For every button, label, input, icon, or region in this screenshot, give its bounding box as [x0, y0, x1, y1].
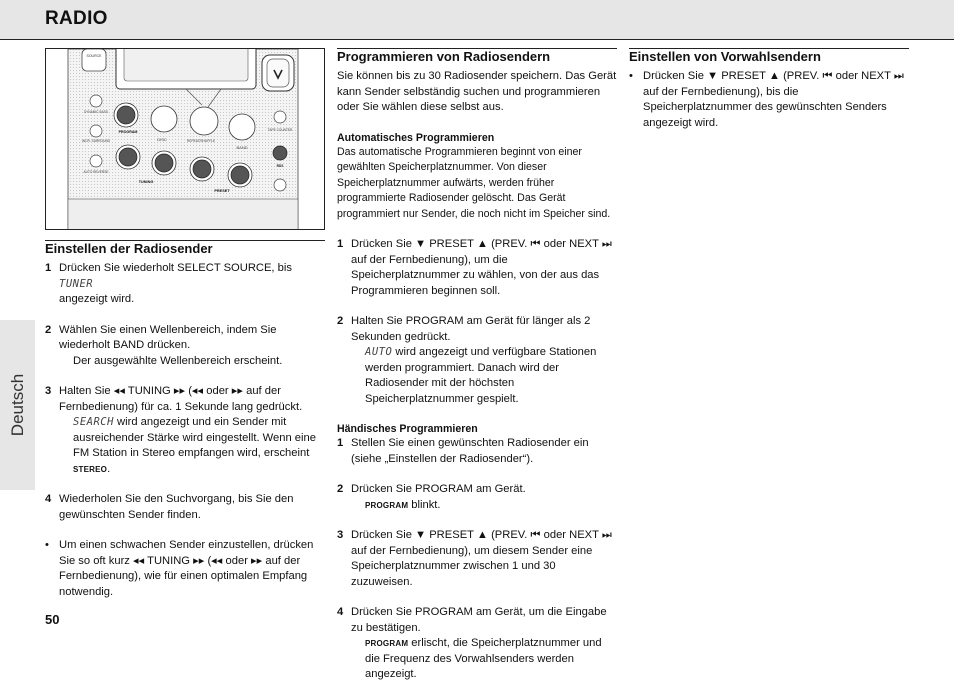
program-label: PROGRAM	[118, 130, 138, 134]
step-text: Halten Sie ◂◂ TUNING ▸▸ (◂◂ oder ▸▸ auf der Fernbedienung) für ca. 1 Sekunde lang gedrückt.	[59, 385, 303, 413]
lcd-text-search: SEARCH	[73, 416, 114, 428]
step-number: 2	[45, 323, 52, 336]
step-2	[45, 323, 325, 370]
device-illustration	[45, 48, 325, 230]
step-note: erlischt, die Speicherplatznummer und die Frequenz des Vorwahlsenders werden angezeigt.	[365, 637, 602, 680]
bullet-marker: •	[629, 70, 633, 82]
step-1	[45, 261, 325, 308]
bullet-text: Drücken Sie ▼ PRESET ▲ (PREV. ⏮ oder NEXT ⏭ auf der Fernbedienung), bis die Speicherplatznummer des gewünschten Senders angezeigt wird.	[643, 70, 904, 129]
page-title: RADIO	[45, 8, 108, 29]
manual-step-1	[337, 436, 617, 467]
section-title-tuning: Einstellen der Radiosender	[45, 241, 213, 256]
step-text: Stellen Sie einen gewünschten Radiosender ein (siehe „Einstellen der Radiosender“).	[351, 437, 589, 465]
source-label: SOURCE	[86, 54, 102, 58]
intro-text: Sie können bis zu 30 Radiosender speichern. Das Gerät kann Sender selbständig suchen und programmieren oder Sie wählen diese selbst aus.	[337, 70, 617, 113]
step-number: 4	[45, 493, 52, 505]
auto-step-1	[337, 237, 617, 299]
subsection-title-auto: Automatisches Programmieren	[337, 131, 495, 144]
step-number: 2	[337, 483, 344, 495]
step-text: Halten Sie PROGRAM am Gerät für länger als 2 Sekunden gedrückt.	[351, 315, 591, 343]
step-4	[45, 492, 325, 523]
language-tab	[0, 320, 35, 490]
subsection-title-manual: Händisches Programmieren	[337, 423, 478, 435]
step-number: 2	[337, 315, 344, 327]
disc-label: DISC	[157, 137, 167, 142]
auto-step-2	[337, 314, 617, 407]
source-button-drawing	[82, 49, 106, 71]
page-header	[0, 0, 954, 40]
column-presets	[629, 48, 909, 131]
preset-label: PRESET	[214, 189, 230, 193]
rds-label: RDS	[276, 164, 284, 168]
section-title-programming: Programmieren von Radiosendern	[337, 49, 551, 64]
step-number: 1	[337, 437, 344, 449]
manual-step-4	[337, 605, 617, 683]
manual-step-2	[337, 482, 617, 513]
step-text: angezeigt wird.	[59, 293, 135, 305]
step-note: blinkt.	[408, 498, 441, 511]
step-note: Der ausgewählte Wellenbereich erscheint.	[73, 354, 283, 367]
step-text: Drücken Sie ▼ PRESET ▲ (PREV. ⏮ oder NEXT ⏭ auf der Fernbedienung), um diesem Sender eine Speicherplatznummer zwischen 1 und 30 zuzuweisen.	[351, 529, 612, 588]
program-button-drawing	[117, 106, 135, 124]
tuning-label: TUNING	[138, 180, 154, 184]
step-text: Drücken Sie PROGRAM am Gerät.	[351, 483, 526, 495]
dbb-label: DYNAMIC BASS	[83, 110, 109, 114]
lcd-text-tuner: TUNER	[59, 277, 94, 290]
language-tab-label: Deutsch	[7, 373, 27, 437]
section-title-presets: Einstellen von Vorwahlsendern	[629, 49, 821, 64]
preset-bullet	[629, 69, 909, 131]
stereo-indicator: STEREO	[73, 464, 108, 474]
step-number: 4	[337, 606, 344, 618]
step-text: Wählen Sie einen Wellenbereich, indem Sie wiederholt BAND drücken.	[59, 323, 277, 351]
device-panel-drawing	[46, 49, 325, 230]
step-note: wird angezeigt und verfügbare Stationen werden programmiert. Danach wird der Radiosender mit der höchsten Speicherplatznummer gespielt.	[365, 346, 597, 405]
auto-reverse-label: AUTO REVERSE	[83, 170, 109, 174]
program-indicator: PROGRAM	[365, 639, 409, 648]
step-text: Drücken Sie wiederholt SELECT SOURCE, bis	[59, 262, 292, 274]
step-number: 3	[45, 385, 52, 397]
step-text: Wiederholen Sie den Suchvorgang, bis Sie den gewünschten Sender finden.	[59, 493, 294, 521]
column-programming	[337, 48, 617, 683]
bullet-text: Um einen schwachen Sender einzustellen, drücken Sie so oft kurz ◂◂ TUNING ▸▸ (◂◂ oder ▸▸ auf der Fernbedienung), wie für einen optimalen Empfang notwendig.	[59, 539, 314, 598]
lcd-text-auto: AUTO	[365, 346, 393, 358]
step-number: 1	[45, 262, 52, 274]
step-number: 3	[337, 529, 344, 541]
page-number: 50	[45, 612, 60, 627]
bullet-marker: •	[45, 539, 49, 551]
surround-label: INCR. SURROUND	[82, 139, 110, 143]
step-number: 1	[337, 238, 344, 250]
tape-counter-label: TAPE COUNTER	[267, 128, 293, 132]
manual-step-3	[337, 528, 617, 590]
auto-text: Das automatische Programmieren beginnt von einer gewählten Speicherplatznummer. Von dieser Speicherplatznummer aufwärts, werden früher programmierte Radiosender gelöscht. Das Gerät programmiert nur Sender, die noch nicht im Speicher sind.	[337, 145, 611, 220]
step-text: Drücken Sie ▼ PRESET ▲ (PREV. ⏮ oder NEXT ⏭ auf der Fernbedienung), um die Speicherplatznummer zu wählen, von der aus das Programmieren beginnen soll.	[351, 238, 612, 297]
tip-bullet	[45, 538, 325, 600]
step-3: 3 Halten Sie ◂◂ TUNING ▸▸ (◂◂ oder ▸▸ auf der Fernbedienung) für ca. 1 Sekunde lang gedrückt. SEARCH wird angezeigt und ein Sender mit ausreichender Stärke wird eingestellt. Wenn eine FM Station in Stereo empfangen wird, erscheint STEREO.	[45, 384, 325, 477]
step-note: wird angezeigt und ein Sender mit ausreichender Stärke wird eingestellt. Wenn eine FM Station in Stereo empfangen wird, erscheint	[73, 416, 316, 459]
column-tuning	[45, 240, 325, 600]
step-text: Drücken Sie PROGRAM am Gerät, um die Eingabe zu bestätigen.	[351, 606, 607, 634]
program-indicator: PROGRAM	[365, 500, 409, 510]
repeat-label: REPEAT/SHUFFLE	[187, 139, 215, 143]
band-label: BAND	[236, 145, 248, 150]
